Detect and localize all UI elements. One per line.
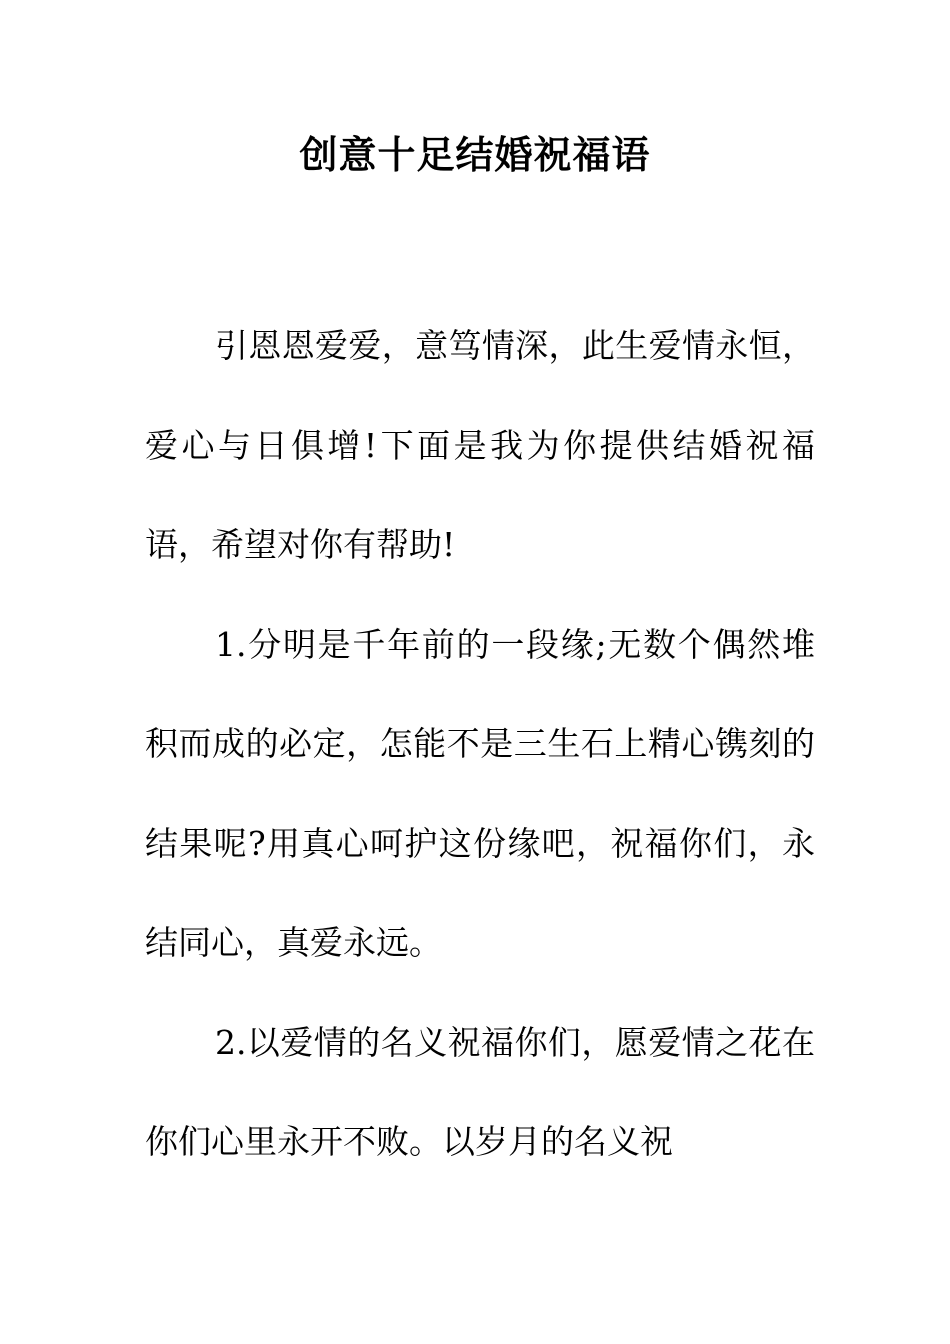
paragraph-intro: 引恩恩爱爱，意笃情深，此生爱情永恒，爱心与日俱增!下面是我为你提供结婚祝福语，希望对你有帮助!	[145, 326, 815, 564]
paragraph-wish-2: 2.以爱情的名义祝福你们，愿爱情之花在你们心里永开不败。以岁月的名义祝	[145, 1022, 815, 1161]
document-body	[145, 296, 815, 1192]
paragraph-wish-1: 1.分明是千年前的一段缘;无数个偶然堆积而成的必定，怎能不是三生石上精心镌刻的结果呢?用真心呵护这份缘吧，祝福你们，永结同心，真爱永远。	[145, 624, 815, 962]
document-title: 创意十足结婚祝福语	[299, 132, 651, 177]
